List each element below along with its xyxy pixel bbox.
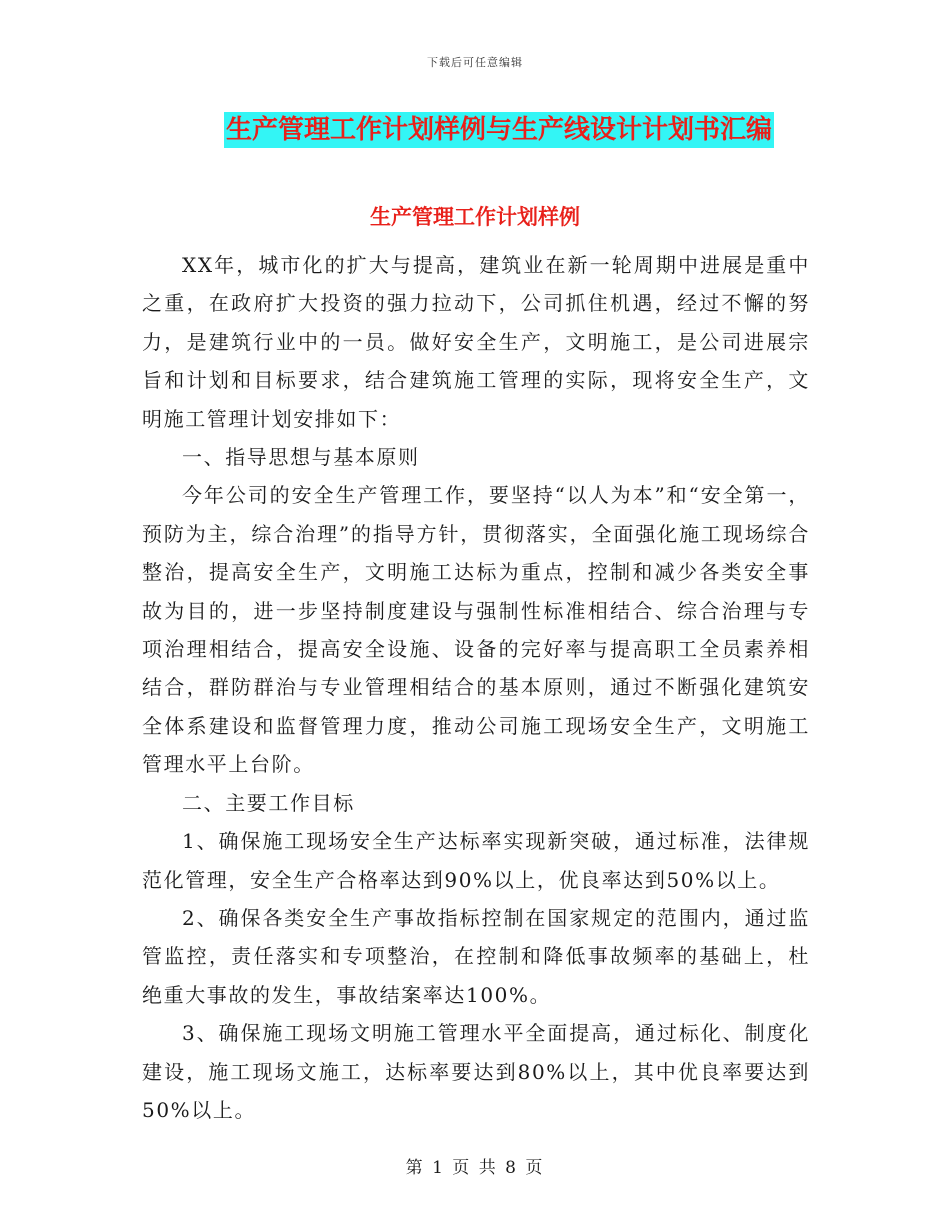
paragraph-principles: 今年公司的安全生产管理工作，要坚持“以人为本”和“安全第一，预防为主，综合治理”的指导方针，贯彻落实，全面强化施工现场综合整治，提高安全生产，文明施工达标为重点，控制和减少各类安全事故为目的，进一步坚持制度建设与强制性标准相结合、综合治理与专项治理相结合，提高安全设施、设备的完好率与提高职工全员素养相结合，群防群治与专业管理相结合的基本原则，通过不断强化建筑安全体系建设和监督管理力度，推动公司施工现场安全生产，文明施工管理水平上台阶。 bbox=[142, 483, 810, 777]
paragraph-goal-1: 1、确保施工现场安全生产达标率实现新突破，通过标准，法律规范化管理，安全生产合格率达到90%以上，优良率达到50%以上。 bbox=[142, 829, 810, 892]
document-body bbox=[142, 246, 810, 1129]
paragraph-goal-2: 2、确保各类安全生产事故指标控制在国家规定的范围内，通过监管监控，责任落实和专项整治，在控制和降低事故频率的基础上，杜绝重大事故的发生，事故结案率达100%。 bbox=[142, 905, 810, 1007]
page-footer: 第 1 页 共 8 页 bbox=[405, 1158, 545, 1178]
main-title: 生产管理工作计划样例与生产线设计计划书汇编 bbox=[224, 112, 774, 148]
section-heading-2: 二、主要工作目标 bbox=[182, 790, 355, 815]
paragraph-goal-3: 3、确保施工现场文明施工管理水平全面提高，通过标化、制度化建设，施工现场文施工，达标率要达到80%以上，其中优良率要达到50%以上。 bbox=[142, 1021, 810, 1122]
section-heading-1: 一、指导思想与基本原则 bbox=[182, 445, 420, 470]
header-note: 下载后可任意编辑 bbox=[427, 56, 523, 69]
main-title-wrap bbox=[0, 112, 950, 148]
sub-title: 生产管理工作计划样例 bbox=[370, 205, 580, 229]
paragraph-intro: XX年，城市化的扩大与提高，建筑业在新一轮周期中进展是重中之重，在政府扩大投资的强力拉动下，公司抓住机遇，经过不懈的努力，是建筑行业中的一员。做好安全生产，文明施工，是公司进展宗旨和计划和目标要求，结合建筑施工管理的实际，现将安全生产，文明施工管理计划安排如下： bbox=[142, 253, 810, 431]
